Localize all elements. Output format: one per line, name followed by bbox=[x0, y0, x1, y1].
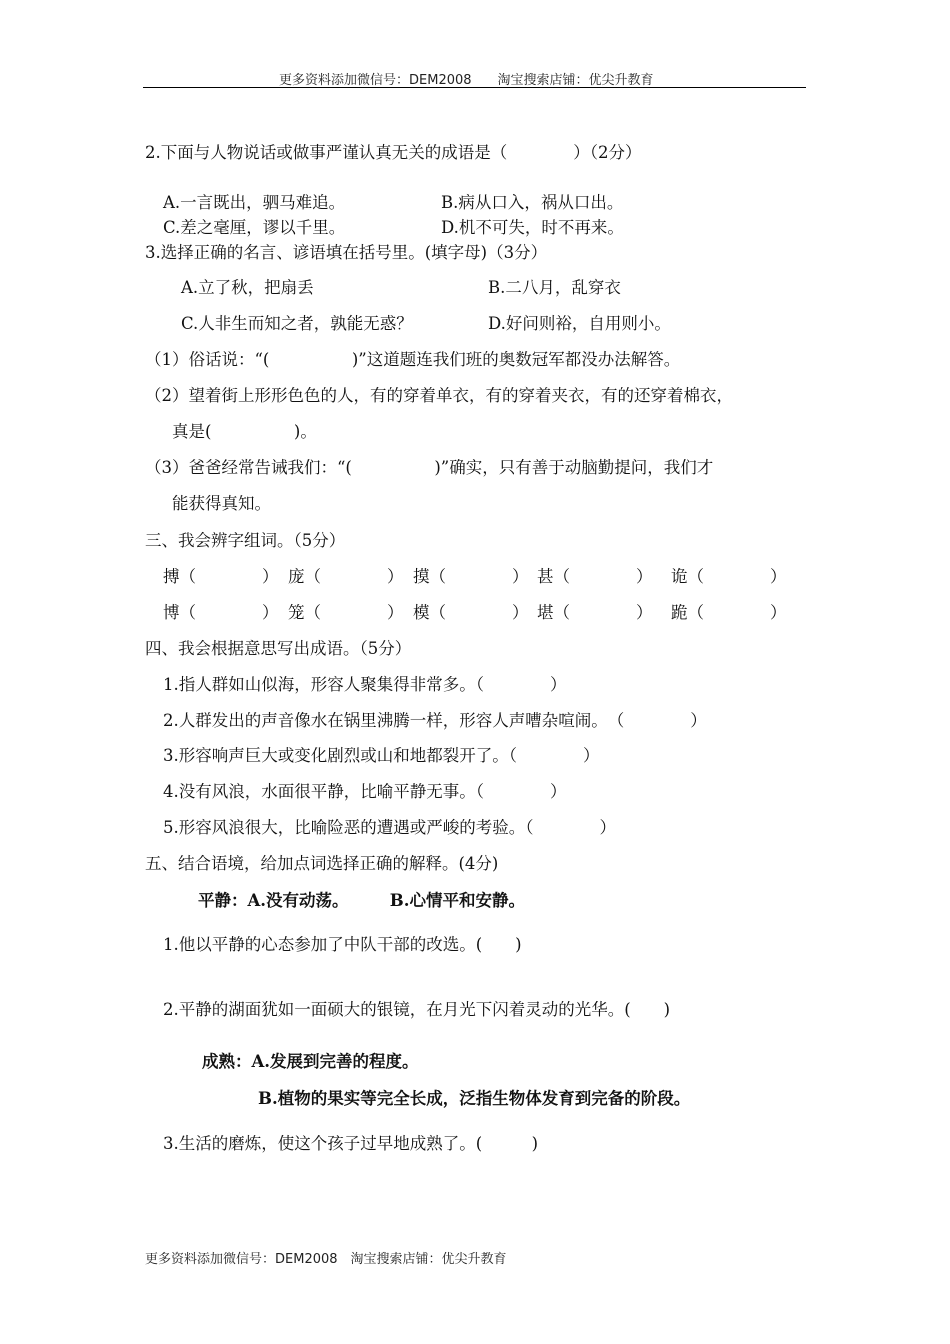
section-3-title: 三、我会辨字组词。（5分） bbox=[145, 531, 346, 550]
word-pair-item: 搏（ ） bbox=[163, 567, 279, 586]
q2-stem: 2.下面与人物说话或做事严谨认真无关的成语是（ ）（2分） bbox=[145, 143, 642, 162]
q3-sentence-2a: （2）望着街上形形色色的人，有的穿着单衣，有的穿着夹衣，有的还穿着棉衣， bbox=[145, 386, 733, 405]
q3-sentence-3b: 能获得真知。 bbox=[172, 494, 271, 513]
q3-sentence-1: （1）俗话说：“( )”这道题连我们班的奥数冠军都没办法解答。 bbox=[145, 350, 681, 369]
idiom-item: 2.人群发出的声音像水在锅里沸腾一样，形容人声嘈杂喧闹。 （ ） bbox=[163, 711, 707, 730]
q3-sentence-3a: （3）爸爸经常告诫我们：“( )”确实，只有善于动脑勤提问，我们才 bbox=[145, 458, 714, 477]
word-pair-item: 模（ ） bbox=[413, 603, 529, 622]
sec5-question-3: 3.生活的磨炼，使这个孩子过早地成熟了。( ) bbox=[163, 1134, 539, 1153]
q3-option-d: D.好问则裕，自用则小。 bbox=[488, 314, 671, 333]
section-4-title: 四、我会根据意思写出成语。（5分） bbox=[145, 639, 412, 658]
q3-stem: 3.选择正确的名言、谚语填在括号里。(填字母)（3分） bbox=[145, 243, 548, 262]
q3-option-c: C.人非生而知之者，孰能无惑？ bbox=[181, 314, 413, 333]
word-pair-item: 诡（ ） bbox=[671, 567, 787, 586]
word-pair-item: 笼（ ） bbox=[288, 603, 404, 622]
section-5-title: 五、结合语境，给加点词选择正确的解释。(4分) bbox=[145, 854, 499, 873]
definition-chengshu-b: B.植物的果实等完全长成，泛指生物体发育到完备的阶段。 bbox=[258, 1089, 691, 1108]
idiom-item: 3.形容响声巨大或变化剧烈或山和地都裂开了。（ ） bbox=[163, 746, 600, 765]
q2-option-c: C.差之毫厘，谬以千里。 bbox=[163, 218, 346, 237]
definition-chengshu-a: 成熟：A.发展到完善的程度。 bbox=[202, 1052, 419, 1071]
sec5-question-2: 2.平静的湖面犹如一面硕大的银镜，在月光下闪着灵动的光华。( ) bbox=[163, 1000, 671, 1019]
idiom-item: 5.形容风浪很大，比喻险恶的遭遇或严峻的考验。（ ） bbox=[163, 818, 616, 837]
word-pair-item: 甚（ ） bbox=[537, 567, 653, 586]
word-pair-item: 跪（ ） bbox=[671, 603, 787, 622]
page-footer: 更多资料添加微信号：DEM2008 淘宝搜索店铺：优尖升教育 bbox=[145, 1252, 507, 1267]
q3-option-a: A.立了秋，把扇丢 bbox=[181, 278, 314, 297]
header-rule bbox=[143, 87, 806, 88]
word-pair-item: 堪（ ） bbox=[537, 603, 653, 622]
q2-option-a: A.一言既出，驷马难追。 bbox=[163, 193, 346, 212]
idiom-item: 4.没有风浪，水面很平静，比喻平静无事。（ ） bbox=[163, 782, 567, 801]
word-pair-item: 博（ ） bbox=[163, 603, 279, 622]
q2-option-d: D.机不可失，时不再来。 bbox=[441, 218, 624, 237]
idiom-item: 1.指人群如山似海，形容人聚集得非常多。（ ） bbox=[163, 675, 567, 694]
definition-pingjing: 平静：A.没有动荡。 B.心情平和安静。 bbox=[198, 891, 525, 910]
q3-sentence-2b: 真是( )。 bbox=[172, 422, 317, 441]
q2-option-b: B.病从口入，祸从口出。 bbox=[441, 193, 624, 212]
q3-option-b: B.二八月，乱穿衣 bbox=[488, 278, 621, 297]
word-pair-item: 庞（ ） bbox=[288, 567, 404, 586]
page-header: 更多资料添加微信号：DEM2008 淘宝搜索店铺：优尖升教育 bbox=[279, 73, 654, 88]
word-pair-item: 摸（ ） bbox=[413, 567, 529, 586]
sec5-question-1: 1.他以平静的心态参加了中队干部的改选。( ) bbox=[163, 935, 522, 954]
